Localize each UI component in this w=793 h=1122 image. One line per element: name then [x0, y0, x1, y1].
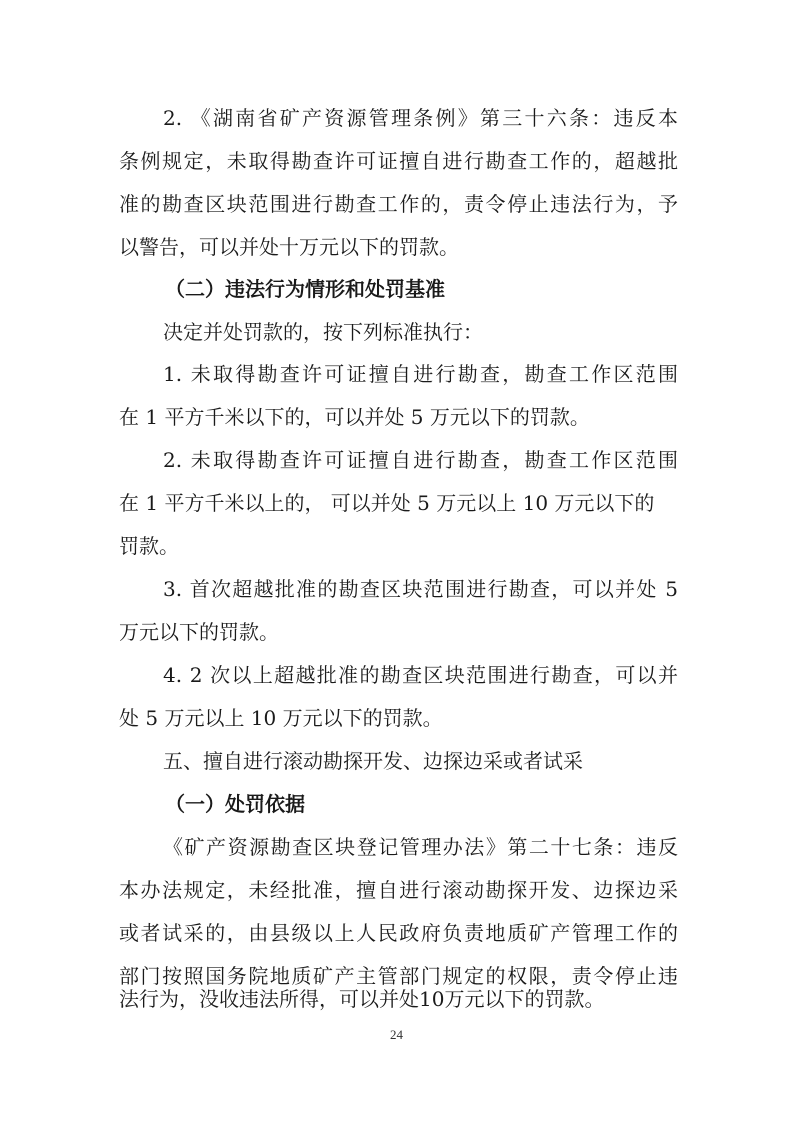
paragraph-line: 3. 首次超越批准的勘查区块范围进行勘查，可以并处 5 — [163, 577, 678, 601]
paragraph-line: 2. 未取得勘查许可证擅自进行勘查，勘查工作区范围 — [163, 448, 678, 472]
paragraph-line: 部门按照国务院地质矿产主管部门规定的权限，责令停止违 — [119, 964, 678, 988]
paragraph-line: 条例规定，未取得勘查许可证擅自进行勘查工作的，超越批 — [119, 149, 678, 173]
paragraph-line: 以警告，可以并处十万元以下的罚款。 — [119, 235, 459, 259]
page-number: 24 — [390, 1027, 403, 1042]
paragraph-line: 本办法规定，未经批准，擅自进行滚动勘探开发、边探边采 — [119, 878, 678, 902]
paragraph-line: 或者试采的，由县级以上人民政府负责地质矿产管理工作的 — [119, 921, 678, 945]
chapter-heading: 五、擅自进行滚动勘探开发、边探边采或者试采 — [163, 749, 583, 773]
paragraph-line: 《矿产资源勘查区块登记管理办法》第二十七条：违反 — [163, 835, 678, 859]
paragraph-line: 4. 2 次以上超越批准的勘查区块范围进行勘查，可以并 — [163, 663, 678, 687]
paragraph-line: 罚款。 — [119, 534, 179, 558]
paragraph-line: 处 5 万元以上 10 万元以下的罚款。 — [119, 706, 443, 730]
paragraph-line: 2. 《湖南省矿产资源管理条例》第三十六条：违反本 — [163, 106, 678, 130]
paragraph-line: 法行为，没收违法所得，可以并处10万元以下的罚款。 — [119, 987, 605, 1011]
paragraph-line: 在 1 平方千米以下的，可以并处 5 万元以下的罚款。 — [119, 405, 590, 429]
paragraph-line: 1. 未取得勘查许可证擅自进行勘查，勘查工作区范围 — [163, 362, 678, 386]
paragraph-line: 万元以下的罚款。 — [119, 620, 279, 644]
section-heading: （二）违法行为情形和处罚基准 — [165, 277, 445, 301]
paragraph-line: 决定并处罚款的，按下列标准执行： — [163, 320, 483, 344]
paragraph-line: 准的勘查区块范围进行勘查工作的，责令停止违法行为，予 — [119, 192, 678, 216]
section-heading: （一）处罚依据 — [165, 792, 305, 816]
paragraph-line: 在 1 平方千米以上的， 可以并处 5 万元以上 10 万元以下的 — [119, 491, 655, 515]
